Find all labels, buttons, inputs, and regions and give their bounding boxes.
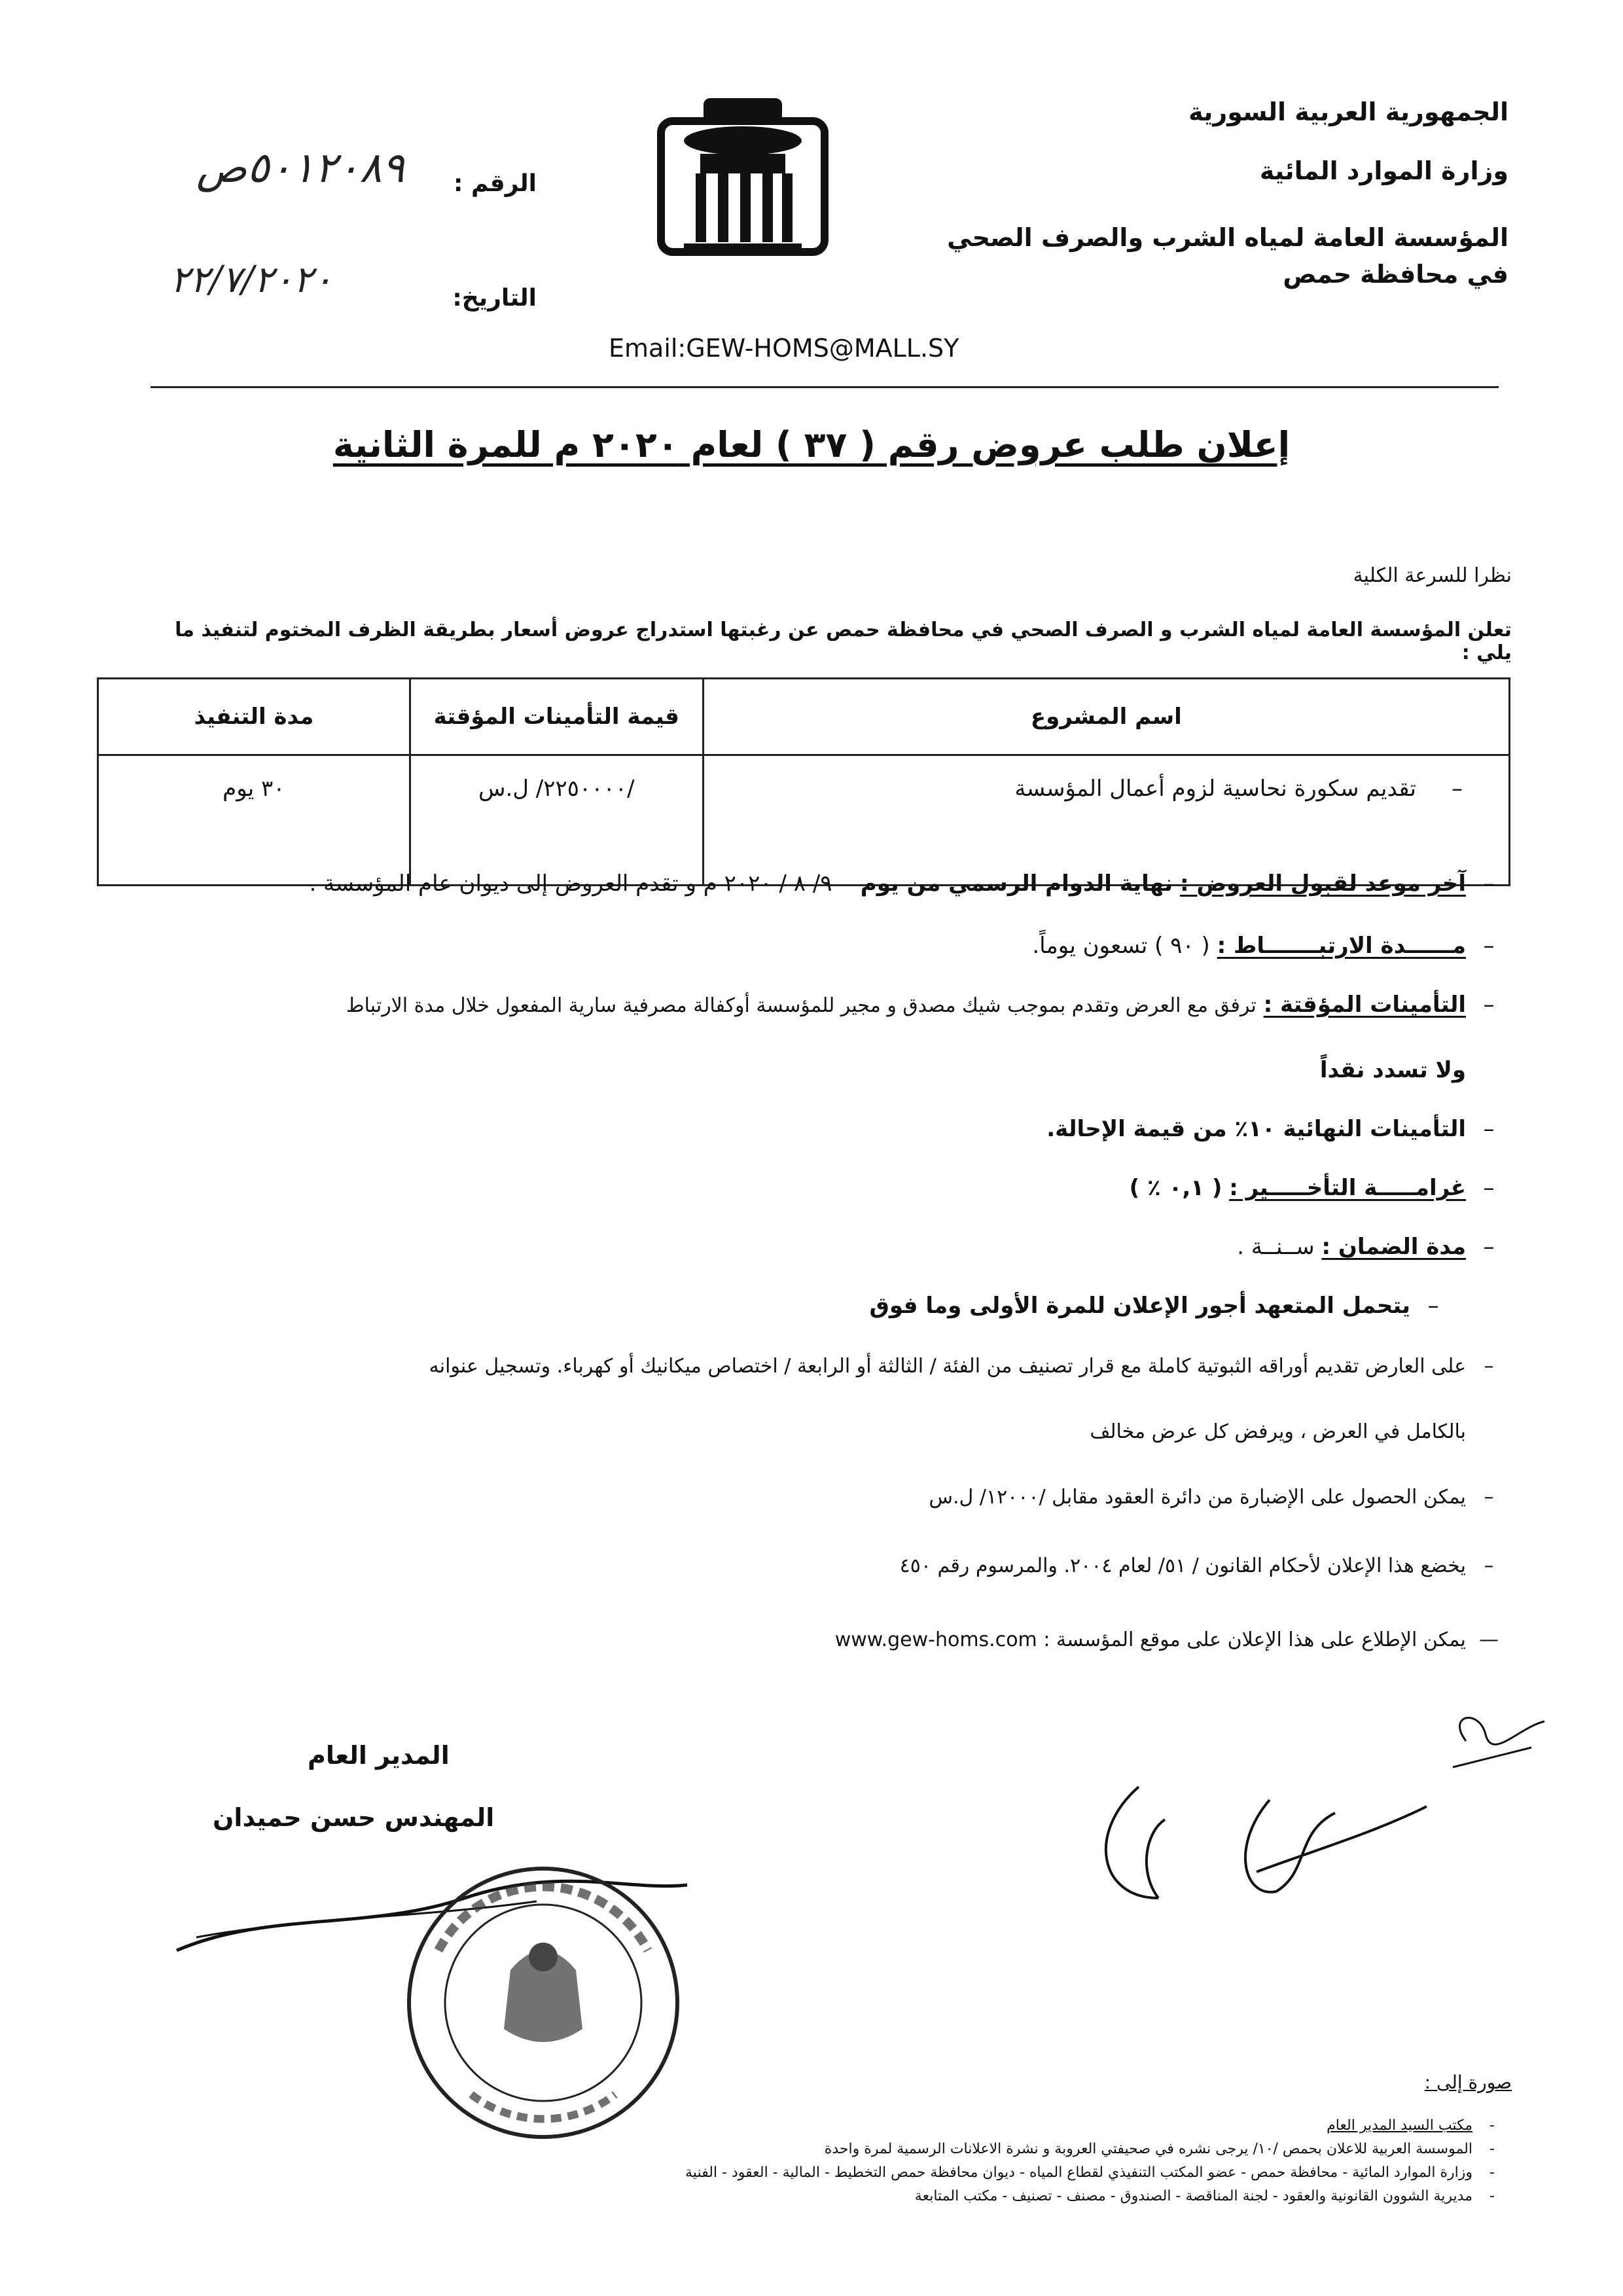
clause-website: —يمكن الإطلاع على هذا الإعلان على موقع المؤسسة : www.gew-homs.com: [834, 1628, 1499, 1651]
clause-tender-docs: –يمكن الحصول على الإضبارة من دائرة العقود مقابل /١٢٠٠٠/ ل.س: [929, 1486, 1494, 1509]
clause-documents: –على العارض تقديم أوراقه الثبوتية كاملة مع قرار تصنيف من الفئة / الثالثة أو الرابعة / اختصاص ميكانيك أو كهرباء. وتسجيل عنوانه: [429, 1355, 1494, 1378]
clause-deadline: –آخر موعد لقبول العروض : نهاية الدوام الرسمي من يوم ٩/ ٨ / ٢٠٢٠ م و تقدم العروض إلى ديوان عام المؤسسة .: [309, 870, 1495, 897]
reference-number: ٥٠١٢٠٨٩ص: [196, 144, 404, 192]
documents-line-2: بالكامل في العرض ، ويرفض كل عرض مخالف: [1090, 1420, 1466, 1443]
clause-law: –يخضع هذا الإعلان لأحكام القانون / ٥١/ لعام ٢٠٠٤. والمرسوم رقم ٤٥٠: [899, 1554, 1494, 1577]
deadline-date: ٩/ ٨ / ٢٠٢٠: [724, 870, 832, 897]
distribution-item: الموسسة العربية للاعلان بحمص /١٠/ يرجى نشره في صحيفتي العروبة و نشرة الاعلانات الرسمية لمرة واحدة: [824, 2141, 1472, 2157]
header-duration: مدة التنفيذ: [98, 679, 410, 755]
law-text: يخضع هذا الإعلان لأحكام القانون / ٥١/ لعام ٢٠٠٤. والمرسوم رقم ٤٥٠: [899, 1554, 1466, 1577]
intro-paragraph: تعلن المؤسسة العامة لمياه الشرب و الصرف الصحي في محافظة حمص عن رغبتها استدراج عروض أسعار بطريقة الظرف المختوم لتنفيذ ما يلي :: [175, 619, 1512, 664]
deadline-key: آخر موعد لقبول العروض :: [1179, 870, 1466, 897]
clause-ad-cost: –يتحمل المتعهد أجور الإعلان للمرة الأولى وما فوق: [869, 1293, 1439, 1319]
deadline-rest: م و تقدم العروض إلى ديوان عام المؤسسة .: [309, 870, 717, 897]
final-insurance-text: التأمينات النهائية ١٠٪ من قيمة الإحالة.: [1046, 1116, 1466, 1142]
commitment-key: مــــــدة الارتبـــــــاط :: [1217, 933, 1466, 959]
clause-commitment: –مــــــدة الارتبـــــــاط : ( ٩٠ ) تسعون يوماً.: [1032, 933, 1495, 959]
documents-line-1: على العارض تقديم أوراقه الثبوتية كاملة مع قرار تصنيف من الفئة / الثالثة أو الرابعة / اختصاص ميكانيك أو كهرباء. وتسجيل عنوانه: [429, 1355, 1466, 1378]
clause-final-insurance: –التأمينات النهائية ١٠٪ من قيمة الإحالة.: [1046, 1116, 1495, 1142]
ministry-name: وزارة الموارد المائية: [1259, 156, 1508, 185]
commitment-value: ( ٩٠ ) تسعون يوماً.: [1032, 933, 1210, 959]
distribution-list: [268, 2114, 1512, 2208]
clause-warranty: –مدة الضمان : ســنــة .: [1237, 1234, 1495, 1260]
cell-insurance: /٢٢٥٠٠٠٠/ ل.س: [410, 755, 703, 886]
header-temporary-insurance: قيمة التأمينات المؤقتة: [410, 679, 703, 755]
country-name: الجمهورية العربية السورية: [1188, 98, 1508, 126]
header-divider: [151, 386, 1499, 388]
email-address: Email:GEW-HOMS@MALL.SY: [609, 334, 959, 363]
row-dash: –: [1416, 776, 1463, 802]
date-value: ٢٢/٧/٢٠٢٠: [170, 259, 333, 301]
cell-project: [703, 755, 1509, 886]
distribution-item: وزارة الموارد المائية - محافظة حمص - عضو المكتب التنفيذي لقطاع المياه - ديوان محافظة حمص التخطيط - المالية - العقود - الفنية: [685, 2164, 1472, 2181]
warranty-key: مدة الضمان :: [1321, 1234, 1466, 1260]
website-url[interactable]: www.gew-homs.com: [834, 1628, 1037, 1651]
deadline-bold: نهاية الدوام الرسمي من يوم: [860, 870, 1173, 897]
urgency-note: نظرا للسرعة الكلية: [1353, 564, 1512, 587]
governorate-name: في محافظة حمص: [1283, 260, 1508, 289]
warranty-value: ســنــة .: [1237, 1234, 1315, 1260]
projects-table: [97, 677, 1510, 886]
distribution-item: مكتب السيد المدير العام: [1327, 2117, 1472, 2134]
announcement-title: إعلان طلب عروض رقم ( ٣٧ ) لعام ٢٠٢٠ م للمرة الثانية: [332, 424, 1291, 465]
cell-duration: ٣٠ يوم: [98, 755, 410, 886]
clause-penalty: –غرامـــــة التأخـــــير : ( ٠,١ ٪ ): [1129, 1175, 1495, 1201]
establishment-name: المؤسسة العامة لمياه الشرب والصرف الصحي: [947, 223, 1508, 252]
project-name: تقديم سكورة نحاسية لزوم أعمال المؤسسة: [1014, 776, 1416, 802]
documents-cont: [1090, 1420, 1466, 1443]
reference-label: الرقم :: [454, 170, 537, 197]
signatory-title: المدير العام: [308, 1741, 450, 1770]
temp-insurance-cont-text: ولا تسدد نقداً: [1319, 1057, 1466, 1083]
establishment-logo: [645, 92, 841, 262]
official-stamp: [399, 1859, 687, 2147]
date-label: التاريخ:: [452, 285, 537, 312]
distribution-label: صورة إلى :: [1424, 2072, 1512, 2093]
distribution-item: مديرية الشوون القانونية والعقود - لجنة المناقصة - الصندوق - مصنف - تصنيف - مكتب المتابعة: [914, 2188, 1472, 2204]
table-row: [98, 755, 1510, 886]
temp-insurance-cont: [1320, 1057, 1466, 1083]
table-header-row: [98, 679, 1510, 755]
signatory-name: المهندس حسن حميدان: [213, 1803, 495, 1832]
handwritten-signatures: [1060, 1702, 1558, 1918]
tender-docs-text: يمكن الحصول على الإضبارة من دائرة العقود مقابل /١٢٠٠٠/ ل.س: [929, 1486, 1466, 1509]
penalty-key: غرامـــــة التأخـــــير :: [1229, 1175, 1466, 1201]
website-text: يمكن الإطلاع على هذا الإعلان على موقع المؤسسة :: [1043, 1628, 1466, 1651]
list-item: -مديرية الشوون القانونية والعقود - لجنة المناقصة - الصندوق - مصنف - تصنيف - مكتب المتابعة: [914, 2188, 1495, 2204]
header-project-name: اسم المشروع: [703, 679, 1509, 755]
letterhead: [919, 98, 1508, 288]
temp-insurance-key: التأمينات المؤقتة :: [1263, 992, 1466, 1018]
temp-insurance-value: ترفق مع العرض وتقدم بموجب شيك مصدق و مجير للمؤسسة أوكفالة مصرفية سارية المفعول خلال مدة الارتباط: [346, 994, 1257, 1017]
ad-cost-text: يتحمل المتعهد أجور الإعلان للمرة الأولى وما فوق: [869, 1293, 1410, 1319]
penalty-value: ( ٠,١ ٪ ): [1129, 1175, 1222, 1201]
list-item: -وزارة الموارد المائية - محافظة حمص - عضو المكتب التنفيذي لقطاع المياه - ديوان محافظة حمص التخطيط - المالية - العقود - الفنية: [685, 2164, 1495, 2181]
list-item: -مكتب السيد المدير العام: [1327, 2117, 1495, 2134]
list-item: -الموسسة العربية للاعلان بحمص /١٠/ يرجى نشره في صحيفتي العروبة و نشرة الاعلانات الرسمية لمرة واحدة: [824, 2141, 1495, 2157]
clause-temp-insurance: –التأمينات المؤقتة : ترفق مع العرض وتقدم بموجب شيك مصدق و مجير للمؤسسة أوكفالة مصرفية سارية المفعول خلال مدة الارتباط: [346, 992, 1495, 1018]
